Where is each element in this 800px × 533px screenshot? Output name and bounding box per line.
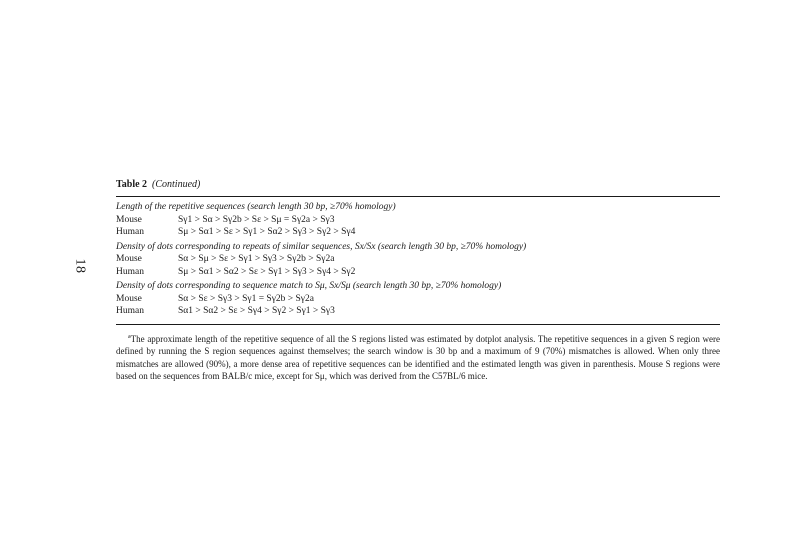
table-caption [116,178,720,192]
species-cell: Mouse [116,254,142,264]
table-section-length [116,201,720,239]
footnote-text: The approximate length of the repetitive sequence of all the S regions listed was estimated by dotplot analysis. The repetitive sequences in a given S region were defined by running the S region sequences against themselves; the search window is 30 bp and a maximum of 9 (70%) mismatches is allowed. When only three mismatches are allowed (90%), a more dense area of repetitive sequences can be identified and the estimated length was given in parenthesis. Mouse S regions were based on the sequences from BALB/c mice, except for Sμ, which was derived from the C57BL/6 mice. [116,333,720,382]
table-footnote [116,333,720,383]
species-cell: Mouse [116,293,142,304]
table-row [116,253,720,266]
table-row [116,293,720,306]
table-row [116,305,720,318]
table-row [116,266,720,279]
footnote-marker: a [128,333,131,340]
table-row [116,226,720,239]
species-cell: Human [116,306,144,316]
table-label: Table 2 [116,179,148,190]
order-cell: Sα1 > Sα2 > Sε > Sγ4 > Sγ2 > Sγ1 > Sγ3 [178,306,335,316]
table-continued-label: (Continued) [152,179,201,190]
order-cell: Sα > Sε > Sγ3 > Sγ1 = Sγ2b > Sγ2a [178,293,314,304]
section-heading: Density of dots corresponding to sequence match to Sμ, Sx/Sμ (search length 30 bp, ≥70% homology) [116,281,502,291]
table-section-density-smu [116,280,720,318]
table-body [116,197,720,324]
page-number: 18 [72,258,88,274]
species-cell: Mouse [116,214,142,225]
section-heading: Density of dots corresponding to repeats of similar sequences, Sx/Sx (search length 30 bp, ≥70% homology) [116,241,527,252]
order-cell: Sγ1 > Sα > Sγ2b > Sε > Sμ = Sγ2a > Sγ3 [178,214,335,225]
species-cell: Human [116,266,144,277]
species-cell: Human [116,227,144,237]
table-2 [116,178,720,383]
table-bottom-rule [116,324,720,325]
table-row [116,214,720,227]
section-heading: Length of the repetitive sequences (search length 30 bp, ≥70% homology) [116,202,396,212]
order-cell: Sμ > Sα1 > Sε > Sγ1 > Sα2 > Sγ3 > Sγ2 > Sγ4 [178,227,356,237]
table-section-density-sx [116,241,720,279]
order-cell: Sμ > Sα1 > Sα2 > Sε > Sγ1 > Sγ3 > Sγ4 > Sγ2 [178,266,356,277]
order-cell: Sα > Sμ > Sε > Sγ1 > Sγ3 > Sγ2b > Sγ2a [178,254,335,264]
